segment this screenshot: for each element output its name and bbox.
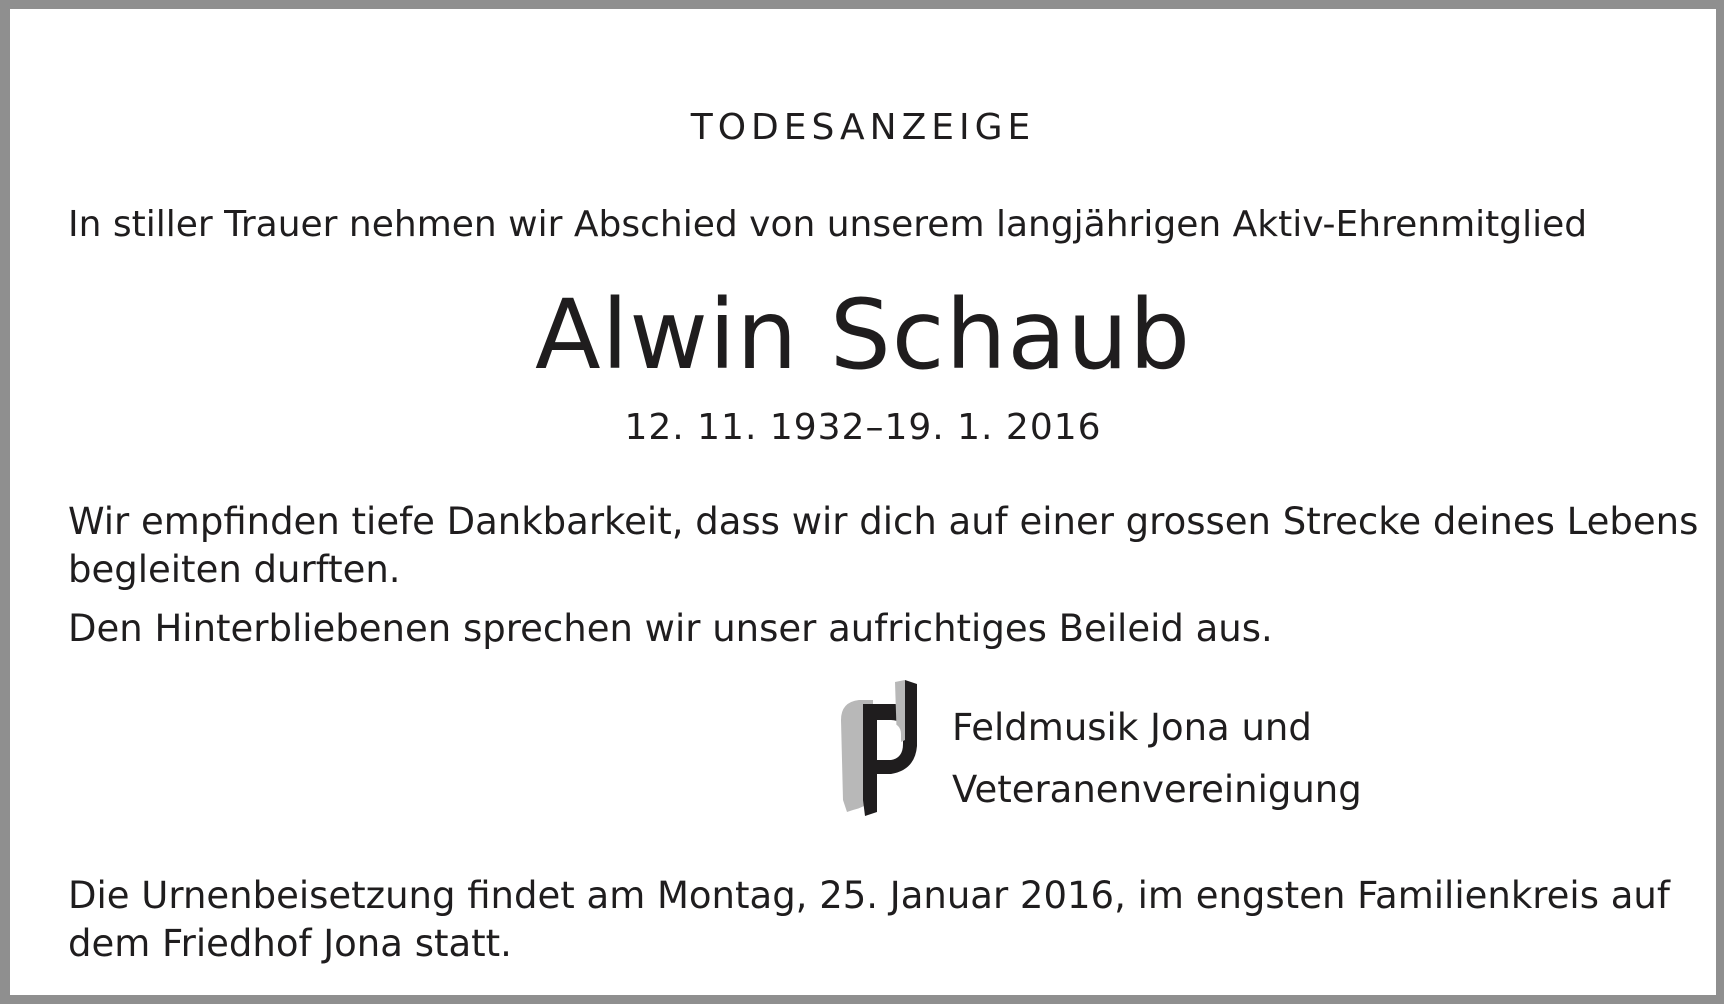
burial-line-2: dem Friedhof Jona statt. [68,922,512,965]
condolence-line: Den Hinterbliebenen sprechen wir unser aufrichtiges Beileid aus. [68,607,1273,650]
organization-name [952,697,1362,821]
intro-text: In stiller Trauer nehmen wir Abschied von unserem langjährigen Aktiv-Ehrenmitglied [68,204,1588,245]
organization-line-2: Veteranenvereinigung [952,768,1362,811]
life-dates: 12. 11. 1932–19. 1. 2016 [624,407,1102,448]
deceased-name: Alwin Schaub [534,279,1192,391]
gratitude-paragraph [68,498,1699,594]
burial-paragraph [68,872,1668,968]
organization-line-1: Feldmusik Jona und [952,706,1312,749]
gratitude-line-2: begleiten durften. [68,548,401,591]
burial-line-1: Die Urnenbeisetzung findet am Montag, 25. Januar 2016, im engsten Familienkreis auf [68,874,1670,917]
feldmusik-logo-icon [833,680,935,818]
condolence-paragraph [68,605,1668,653]
gratitude-line-1: Wir empfinden tiefe Dankbarkeit, dass wir dich auf einer grossen Strecke deines Lebens [68,500,1699,543]
notice-heading: TODESANZEIGE [690,107,1036,148]
